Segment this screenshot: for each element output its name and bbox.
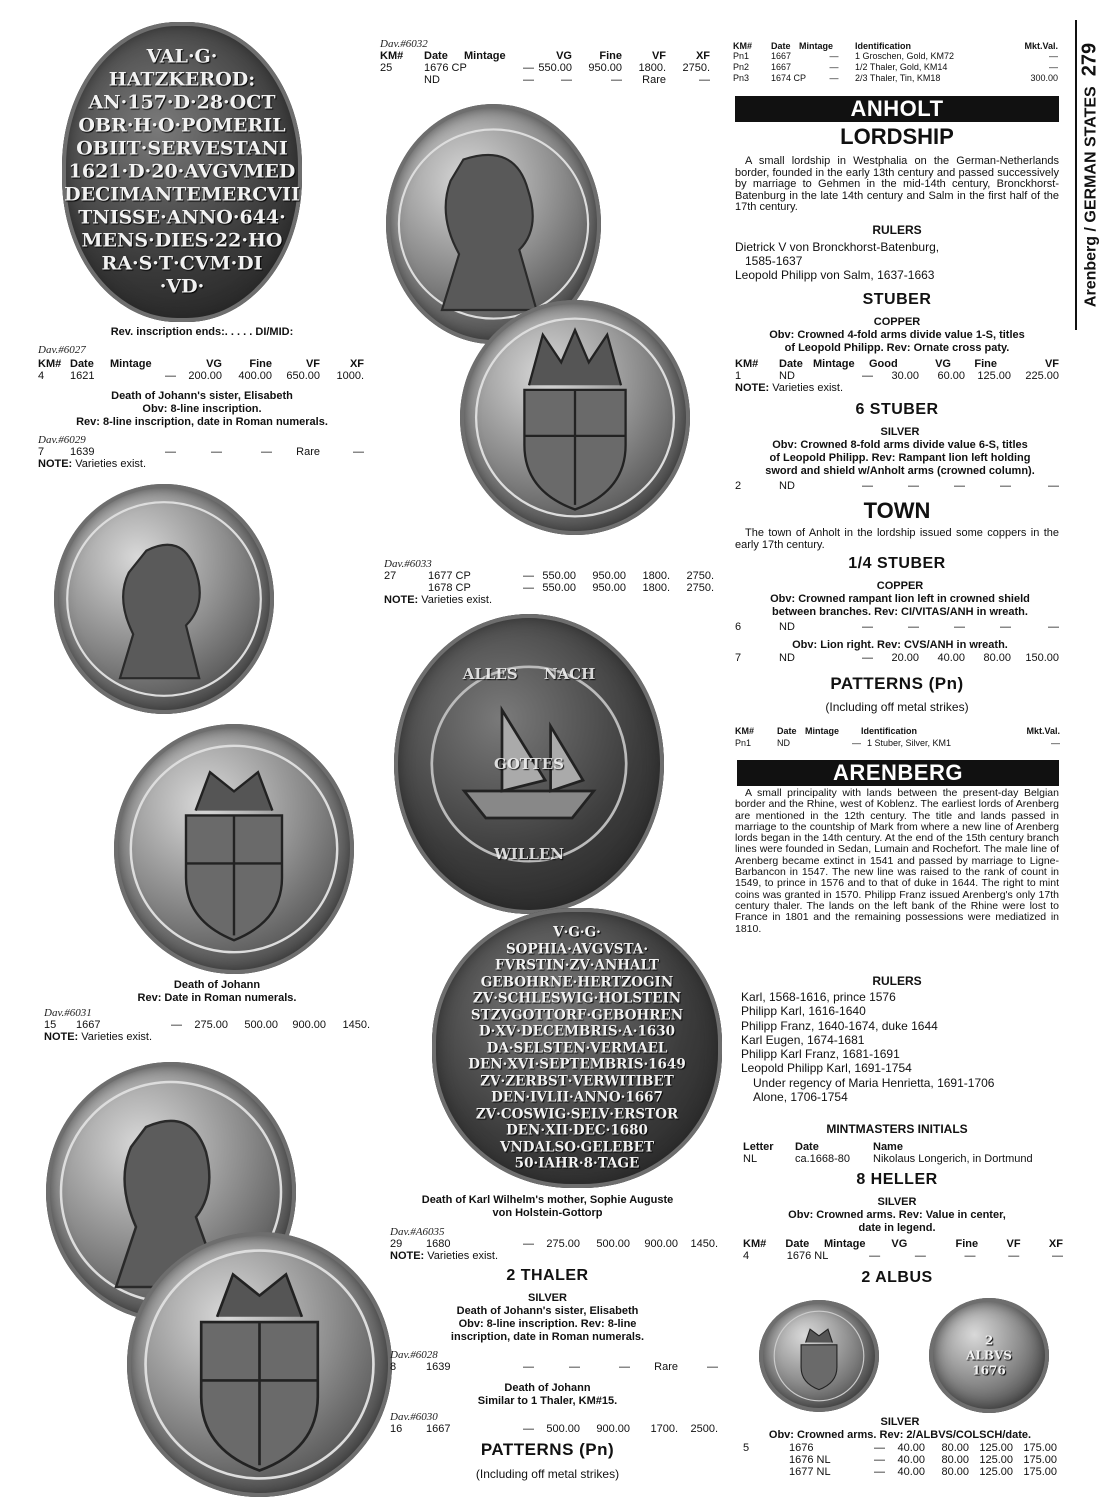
dav-reference: Dav.#A6035 (390, 1226, 445, 1238)
table-row: 1676 NL — 40.00 80.00 125.00 175.00 (789, 1454, 1057, 1466)
section-title-6-stuber: 6 STUBER (855, 401, 939, 418)
caption-line: Death of Johann (173, 979, 261, 991)
ruler-item: Dietrick V von Bronckhorst-Batenburg, (735, 240, 940, 254)
coin-image-arms-2 (127, 1232, 392, 1497)
caption-line: Death of Karl Wilhelm's mother, Sophie Auguste (421, 1194, 674, 1206)
ruler-item: Under regency of Maria Henrietta, 1691-1706 (753, 1075, 995, 1090)
caption-block (92, 979, 342, 1005)
town-description: The town of Anholt in the lordship issued some coppers in the early 17th century. (735, 527, 1059, 551)
table-row: ND — — — Rare — (424, 74, 710, 86)
metal-label: SILVER (528, 1292, 567, 1304)
table-row: NL ca.1668-80 Nikolaus Longerich, in Dortmund (743, 1153, 1033, 1165)
ruler-item: Leopold Philipp Karl, 1691-1754 (741, 1061, 912, 1076)
page-number: 279 (1078, 42, 1101, 77)
note: NOTE: Varieties exist. (38, 458, 147, 470)
caption-block (735, 1416, 1065, 1442)
divider (1075, 20, 1077, 330)
pn-table-header: KM# Date Mintage Identification Mkt.Val. (735, 726, 1060, 736)
table-row: 7 1639 — — — Rare — (38, 446, 364, 458)
arenberg-description: A small principality with lands between the present-day Belgian border and the Rhine, west of Koblenz. The earliest lords of Arenberg are mentioned in the 12th century. The title and lands passed in marriage to the countship of Mark from where a new line of Arenberg lords began in the 14th century. At the end of the 15th century branch lines were founded in Sedan, Lumain and Rochefort. The male line of Arenberg became extinct in 1541 and passed by marriage to Ligne-Barbancon in 1547. The new line was raised to the rank of count in 1549, to prince in 1576 and to that of duke in 1644. The right to mint coins was granted in 1570. Philipp Franz issued Arenberg's only 17th century thaler. The lands on the left bank of the Rhine were lost to France in 1801 and the remaining possessions were mediatized in 1810. (735, 787, 1059, 935)
table-row: 6 ND — — — — — (735, 621, 1059, 633)
section-banner-arenberg: ARENBERG (737, 760, 1059, 786)
caption-line: of Leopold Philipp. Rev: Ornate cross paty. (784, 342, 1010, 354)
ruler-item: Alone, 1706-1754 (753, 1090, 848, 1105)
dav-reference: Dav.#6033 (384, 558, 432, 570)
ruler-item: Philipp Karl Franz, 1681-1691 (741, 1047, 900, 1062)
table-row: 4 1676 NL — — — — — (743, 1250, 1064, 1262)
metal-label: SILVER (877, 1196, 917, 1208)
metal-label: SILVER (880, 1416, 920, 1428)
section-title-stuber: STUBER (862, 291, 932, 308)
dav-reference: Dav.#6030 (390, 1411, 438, 1423)
shield-icon (114, 724, 354, 974)
table-row: 25 1676 CP — 550.00 950.00 1800. 2750. (380, 62, 710, 74)
coin-inscription-text: VAL·G· HATZKEROD: AN·157·D·28·OCT OBR·H·O·POMERIL OBIIT·SERVESTANI 1621·D·20·AVGVMED DECIMANTEMERCVII TNISSE·ANNO·644· MENS·DIES·22·HO RA·S·T·CVM·DI ·VD· (64, 45, 300, 298)
section-title-2-albus: 2 ALBUS (861, 1269, 933, 1286)
shield-icon (460, 300, 690, 535)
coin-value-text: 2 ALBVS 1676 (966, 1333, 1012, 1377)
section-title-8-heller: 8 HELLER (856, 1171, 938, 1188)
dav-reference: Dav.#6031 (44, 1007, 92, 1019)
caption-line: between branches. Rev: CI/VITAS/ANH in wreath. (772, 606, 1028, 618)
table-row: 1677 NL — 40.00 80.00 125.00 175.00 (789, 1466, 1057, 1478)
caption-line: sword and shield w/Anholt arms (crowned column). (765, 465, 1035, 477)
caption-block (735, 426, 1065, 478)
table-row: 1 ND — 30.00 60.00 125.00 225.00 (735, 370, 1059, 382)
coin-inscription-text: V·G·G· SOPHIA·AVGVSTA· FVRSTIN·ZV·ANHALT GEBOHRNE·HERTZOGIN ZV·SCHLESWIG·HOLSTEIN STZVGOTTORF·GEBOHREN D·XV·DECEMBRIS·A·1630 DA·SELSTEN·VERMAEL DEN·XVI·SEPTEMBRIS·1649 ZV·ZERBST·VERWITIBET DEN·IVLII·ANNO·1667 ZV·COSWIG·SELV·ERSTOR DEN·XII·DEC·1680 VNDALSO·GELEBET 50·IAHR·8·TAGE (468, 924, 686, 1172)
table-row: 29 1680 — 275.00 500.00 900.00 1450. (390, 1238, 718, 1250)
caption-line: Obv: Crowned 4-fold arms divide value 1-S, titles (769, 329, 1025, 341)
dav-reference: Dav.#6028 (390, 1349, 438, 1361)
coin-image-inscription (62, 22, 302, 322)
caption-line: Obv: 8-line inscription. Rev: 8-line (458, 1318, 637, 1330)
ruler-item: Philipp Franz, 1640-1674, duke 1644 (741, 1018, 938, 1033)
caption-block (735, 316, 1059, 355)
caption-rev-inscription: Rev. inscription ends:. . . . . DI/MID: (110, 326, 294, 338)
table-row: 8 1639 — — — Rare — (390, 1361, 718, 1373)
note: NOTE: Varieties exist. (735, 382, 844, 394)
caption-line: Obv: Crowned arms. Rev: 2/ALBVS/COLSCH/date. (768, 1429, 1032, 1441)
ruler-item: 1585-1637 (745, 254, 803, 268)
dav-reference: Dav.#6027 (38, 344, 86, 356)
caption-line: Similar to 1 Thaler, KM#15. (477, 1395, 618, 1407)
coin-image-albus-reverse (929, 1298, 1049, 1413)
table-header: KM# Date Mintage VG Fine VF XF (743, 1238, 1063, 1250)
section-title-2-thaler: 2 THALER (506, 1267, 589, 1284)
note: NOTE: Varieties exist. (44, 1031, 153, 1043)
section-title-patterns: PATTERNS (Pn) (830, 674, 964, 693)
patterns-subtitle: (Including off metal strikes) (825, 700, 969, 714)
caption-line: Death of Johann's sister, Elisabeth (456, 1305, 639, 1317)
coin-image-inscription-sophie (432, 908, 722, 1188)
ruler-item: Karl, 1568-1616, prince 1576 (741, 990, 896, 1004)
caption-block (32, 390, 372, 429)
section-title-town: TOWN (863, 498, 931, 523)
rulers-title: RULERS (872, 223, 922, 237)
coin-image-portrait (54, 484, 274, 714)
pn-table-body (733, 51, 1058, 84)
ruler-item: Karl Eugen, 1674-1681 (741, 1032, 865, 1047)
lordship-description: A small lordship in Westphalia on the German-Netherlands border, founded in the early 13th century and passed successively by marriage to Gehmen in the mid-14th century, Bronckhorst-Batenburg in the late 14th century and Salm in the first half of the 17th century. (735, 155, 1059, 213)
coin-image-albus-obverse (759, 1300, 879, 1412)
caption-block (380, 1194, 715, 1220)
running-header (1075, 20, 1105, 330)
albus-table (743, 1442, 1073, 1478)
table-row: 5 1676 — 40.00 80.00 125.00 175.00 (743, 1442, 1057, 1454)
caption-line: Obv: Crowned 8-fold arms divide value 6-S, titles (772, 439, 1028, 451)
section-title-quarter-stuber: 1/4 STUBER (848, 555, 946, 572)
table-row: 2 ND — — — — — (735, 480, 1059, 492)
rulers-title: RULERS (872, 974, 922, 988)
coin-image-arms (114, 724, 354, 974)
table-row: 7 ND — 20.00 40.00 80.00 150.00 (735, 652, 1059, 664)
side-title: Arenberg / GERMAN STATES279 (1078, 42, 1101, 308)
caption-line: Obv: Crowned arms. Rev: Value in center, (788, 1209, 1006, 1221)
mintmasters-title: MINTMASTERS INITIALS (826, 1122, 968, 1136)
table-row: Pn1 ND — 1 Stuber, Silver, KM1 — (735, 738, 1060, 748)
table-row: Pn1 1667 — 1 Groschen, Gold, KM72 — (733, 51, 1058, 61)
table-row: 27 1677 CP — 550.00 950.00 1800. 2750. (384, 570, 714, 582)
caption-line: Obv: 8-line inscription. (142, 403, 262, 415)
coin-legend-text: ALLES NACH GOTTES WILLEN (462, 665, 596, 863)
table-row: 4 1621 — 200.00 400.00 650.00 1000. (38, 370, 364, 382)
portrait-icon (54, 484, 274, 714)
table-row: 16 1667 — 500.00 900.00 1700. 2500. (390, 1423, 718, 1435)
caption-block (735, 1196, 1059, 1235)
caption-line: Death of Johann (504, 1382, 591, 1394)
caption-line: Rev: 8-line inscription, date in Roman numerals. (76, 416, 328, 428)
caption-line: date in legend. (858, 1222, 936, 1234)
table-header: KM# Date Mintage VG Fine VF XF (380, 50, 710, 62)
caption-line: inscription, date in Roman numerals. (450, 1331, 645, 1343)
metal-label: COPPER (876, 580, 924, 592)
dav-reference: Dav.#6029 (38, 434, 86, 446)
table-row: Pn3 1674 CP — 2/3 Thaler, Tin, KM18 300.00 (733, 73, 1058, 83)
table-row: 15 1667 — 275.00 500.00 900.00 1450. (44, 1019, 370, 1031)
caption-block (380, 1382, 715, 1408)
metal-label: COPPER (873, 316, 921, 328)
coin-image-ship (394, 614, 664, 914)
pn-table-header: KM# Date Mintage Identification Mkt.Val. (733, 41, 1058, 51)
coin-image-arms-karl (460, 300, 690, 535)
dav-reference: Dav.#6032 (380, 38, 428, 50)
table-header: Letter Date Name (743, 1141, 903, 1153)
table-header: KM# Date Mintage Good VG Fine VF (735, 358, 1059, 370)
rulers-list (735, 240, 1059, 282)
section-banner-anholt: ANHOLT (735, 96, 1059, 122)
caption-line: Rev: Date in Roman numerals. (137, 992, 297, 1004)
ruler-item: Philipp Karl, 1616-1640 (741, 1004, 866, 1019)
caption-line: Obv: Crowned rampant lion left in crowned shield (770, 593, 1030, 605)
caption-line: of Leopold Philipp. Rev: Rampant lion left holding (769, 452, 1031, 464)
note: NOTE: Varieties exist. (384, 594, 493, 606)
ruler-item: Leopold Philipp von Salm, 1637-1663 (735, 268, 935, 282)
shield-icon (759, 1300, 879, 1412)
rulers-list (741, 990, 1061, 1104)
caption-block (380, 1292, 715, 1344)
table-row: Pn2 1667 — 1/2 Thaler, Gold, KM14 — (733, 62, 1058, 72)
section-title-lordship: LORDSHIP (840, 124, 954, 149)
table-header: KM# Date Mintage VG Fine VF XF (38, 358, 364, 370)
shield-icon (127, 1232, 392, 1497)
patterns-subtitle: (Including off metal strikes) (475, 1467, 620, 1481)
section-title-patterns: PATTERNS (Pn) (480, 1440, 615, 1459)
caption-line: von Holstein-Gottorp (492, 1207, 603, 1219)
caption-block (735, 580, 1065, 619)
metal-label: SILVER (880, 426, 920, 438)
caption-line: Death of Johann's sister, Elisabeth (111, 390, 293, 402)
note: NOTE: Varieties exist. (390, 1250, 499, 1262)
table-row: 1678 CP — 550.00 950.00 1800. 2750. (428, 582, 714, 594)
caption-line: Obv: Lion right. Rev: CVS/ANH in wreath. (792, 639, 1008, 651)
